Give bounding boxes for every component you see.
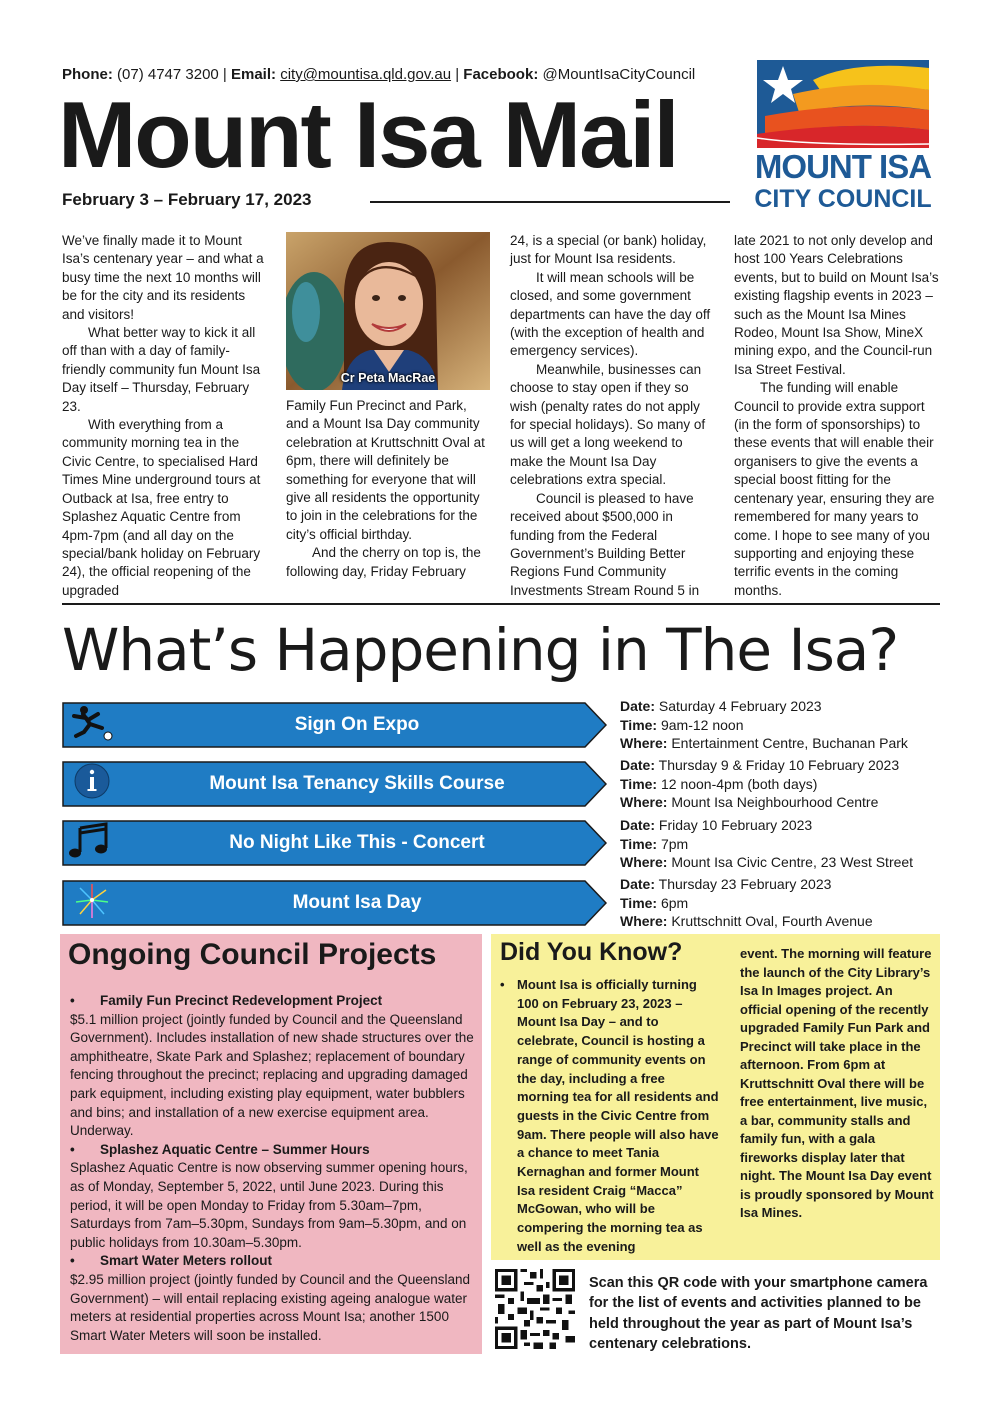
date-label: Date: <box>620 876 656 892</box>
soccer-player-icon <box>62 702 114 742</box>
event-where: Kruttschnitt Oval, Fourth Avenue <box>667 913 873 929</box>
time-label: Time: <box>620 716 658 733</box>
event-time: 7pm <box>657 835 689 852</box>
article-paragraph: We’ve finally made it to Mount Isa’s centenary year – and what a busy time the next 10 months will be for the city and its residents and visitors! <box>62 233 264 322</box>
phone-label: Phone: <box>62 66 113 83</box>
event-date: Friday 10 February 2023 <box>655 817 813 833</box>
event-banner-mount-isa-day[interactable] <box>62 880 607 926</box>
project-heading-text: Splashez Aquatic Centre – Summer Hours <box>100 1141 370 1157</box>
did-you-know-text: Mount Isa is officially turning 100 on February 23, 2023 – Mount Isa Day – and to celebrate, Council is hosting a range of community events on the day, including a free morning tea for all residents and guests in the Civic Centre from 9am. There people will also have a chance to meet Tania Kernaghan and former Mount Isa resident Craig “Macca” McGowan, who will be compering the morning tea as well as the evening <box>517 977 719 1254</box>
separator: | <box>451 66 464 83</box>
contact-line <box>62 66 695 83</box>
article-paragraph: Family Fun Precinct and Park, and a Mount Isa Day community celebration at Kruttschnitt Oval at 6pm, there will definitely be something for everyone that will give all residents the opportunity to join in the celebrations for the city’s official birthday. <box>286 398 485 542</box>
article-paragraph: 24, is a special (or bank) holiday, just for Mount Isa residents. <box>510 233 707 267</box>
article-paragraph: With everything from a community morning tea in the Civic Centre, to specialised Hard Times Mine underground tours at Outback at Isa, free entry to Splashez Aquatic Centre from 4pm-7pm (and all day on the special/bank holiday on February 24), the official reopening of the upgraded <box>62 417 261 598</box>
logo-line-2: CITY COUNCIL <box>754 185 932 213</box>
where-label: Where: <box>620 794 668 810</box>
event-time: 6pm <box>657 894 689 911</box>
phone-number: (07) 4747 3200 | <box>112 66 231 83</box>
masthead-title: Mount Isa Mail <box>58 82 678 187</box>
event-time: 9am-12 noon <box>657 716 744 733</box>
event-details <box>620 756 899 812</box>
did-you-know-column-1 <box>500 976 720 1257</box>
issue-dates: February 3 – February 17, 2023 <box>62 190 312 209</box>
article-paragraph: late 2021 to not only develop and host 100 Years Celebrations events, but to build on Mount Isa’s existing flagship events in 2023 – such as the Mount Isa Mines Rodeo, Mount Isa Show, MineX mining expo, and the Council-run Isa Street Festival. <box>734 233 939 377</box>
event-details <box>620 875 873 931</box>
bullet: • <box>70 1141 75 1157</box>
projects-list <box>70 992 475 1345</box>
article-column-3 <box>510 232 716 600</box>
event-where: Mount Isa Neighbourhood Centre <box>667 794 879 810</box>
happening-title: What’s Happening in The Isa? <box>62 616 899 684</box>
dateline-rule <box>370 201 730 203</box>
did-you-know-column-2: event. The morning will feature the launch of the City Library’s Isa In Images project. An official opening of the recently upgraded Family Fun Park and Precinct will take place in the afternoon. From 6pm at Kruttschnitt Oval there will be free entertainment, live music, a bar, community stalls and family fun, with a gala fireworks display later that night. The Mount Isa Day event is proudly sponsored by Mount Isa Mines. <box>740 946 934 1220</box>
article-column-1 <box>62 232 268 600</box>
project-heading <box>70 1141 475 1160</box>
event-where: Entertainment Centre, Buchanan Park <box>667 735 908 751</box>
info-icon <box>62 761 114 801</box>
date-label: Date: <box>620 757 656 773</box>
where-label: Where: <box>620 854 668 870</box>
bullet: • <box>70 1253 75 1269</box>
photo-caption: Cr Peta MacRae <box>340 371 436 385</box>
where-label: Where: <box>620 913 668 929</box>
event-banner-tenancy-course[interactable] <box>62 761 607 807</box>
email-link[interactable]: city@mountisa.qld.gov.au <box>280 66 452 83</box>
event-banner-sign-on-expo[interactable] <box>62 702 607 748</box>
article-column-4 <box>734 232 940 600</box>
bullet: • <box>500 977 505 992</box>
event-title: Sign On Expo <box>294 714 420 735</box>
fireworks-icon <box>62 880 114 920</box>
projects-title: Ongoing Council Projects <box>68 938 437 971</box>
did-you-know-title: Did You Know? <box>500 938 683 966</box>
facebook-label: Facebook: <box>463 66 539 83</box>
event-title: Mount Isa Tenancy Skills Course <box>209 773 505 794</box>
project-heading <box>70 992 475 1011</box>
event-details <box>620 697 908 753</box>
project-heading-text: Family Fun Precinct Redevelopment Project <box>100 993 383 1008</box>
article-paragraph: And the cherry on top is, the following day, Friday February <box>286 545 481 579</box>
logo-line-1: MOUNT ISA <box>754 148 932 185</box>
date-label: Date: <box>620 698 656 714</box>
where-label: Where: <box>620 735 668 751</box>
date-label: Date: <box>620 817 656 833</box>
article-paragraph: It will mean schools will be closed, and some government departments can have the day off (with the exception of health and emergency services). <box>510 269 711 359</box>
section-divider <box>62 603 940 605</box>
article-paragraph: The funding will enable Council to provide extra support (in the form of sponsorships) to these events that will enable their organisers to give the events a special boost fitting for the centenary year, ensuring they are remembered for many years to come. I hope to see many of you supporting and enjoying these terrific events in the coming months. <box>734 380 935 598</box>
project-heading <box>70 1252 475 1271</box>
event-time: 12 noon-4pm (both days) <box>657 775 818 792</box>
project-heading-text: Smart Water Meters rollout <box>100 1253 273 1269</box>
event-banner-concert[interactable] <box>62 820 607 866</box>
music-note-icon <box>62 820 114 860</box>
event-title: No Night Like This - Concert <box>229 832 485 853</box>
article-paragraph: What better way to kick it all off than with a day of family-friendly community fun Mount Isa Day itself – Thursday, February 23. <box>62 325 261 414</box>
facebook-handle: @MountIsaCityCouncil <box>538 66 696 83</box>
time-label: Time: <box>620 835 658 852</box>
project-body: $5.1 million project (jointly funded by Council and the Queensland Government). Includes installation of new shade structures over the amphitheatre, Skate Park and Splashez; replacement of boundary fencing throughout the precinct; replacing and upgrading damaged park equipment, including existing play equipment, water bubblers and bins; and installation of a new exercise equipment area. Underway. <box>70 1011 474 1139</box>
project-body: Splashez Aquatic Centre is now observing summer opening hours, as of Monday, September 5, 2022, until June 2023. During this period, it will be open Monday to Friday from 5.30am–7pm, Saturdays from 7am–5.30pm, Sundays from 9am–5.30pm, and on public holidays from 10.30am–5.30pm. <box>70 1160 468 1250</box>
event-where: Mount Isa Civic Centre, 23 West Street <box>667 854 914 870</box>
time-label: Time: <box>620 894 658 911</box>
event-date: Saturday 4 February 2023 <box>655 698 822 714</box>
event-details <box>620 816 913 872</box>
email-label: Email: <box>231 66 277 83</box>
project-body: $2.95 million project (jointly funded by Council and the Queensland Government) – will entail replacing existing ageing analogue water meters at residential properties across Mount Isa; another 1500 Smart Water Meters will soon be installed. <box>70 1271 470 1343</box>
article-paragraph: Council is pleased to have received about $500,000 in funding from the Federal Government’s Building Better Regions Fund Community Investments Stream Round 5 in <box>510 490 700 598</box>
article-paragraph: Meanwhile, businesses can choose to stay open if they so wish (penalty rates do not apply for special holidays). So many of us will get a long weekend to make the Mount Isa Day celebrations extra special. <box>510 361 706 488</box>
qr-code[interactable] <box>495 1268 575 1350</box>
bullet: • <box>70 993 75 1008</box>
time-label: Time: <box>620 775 658 792</box>
article-column-2 <box>286 397 492 581</box>
event-date: Thursday 9 & Friday 10 February 2023 <box>655 757 900 773</box>
qr-caption: Scan this QR code with your smartphone camera for the list of events and activities planned to be held throughout the year as part of Mount Isa’s centenary celebrations. <box>589 1275 928 1352</box>
councillor-photo <box>286 232 490 390</box>
event-title: Mount Isa Day <box>292 892 422 913</box>
event-date: Thursday 23 February 2023 <box>655 876 832 892</box>
